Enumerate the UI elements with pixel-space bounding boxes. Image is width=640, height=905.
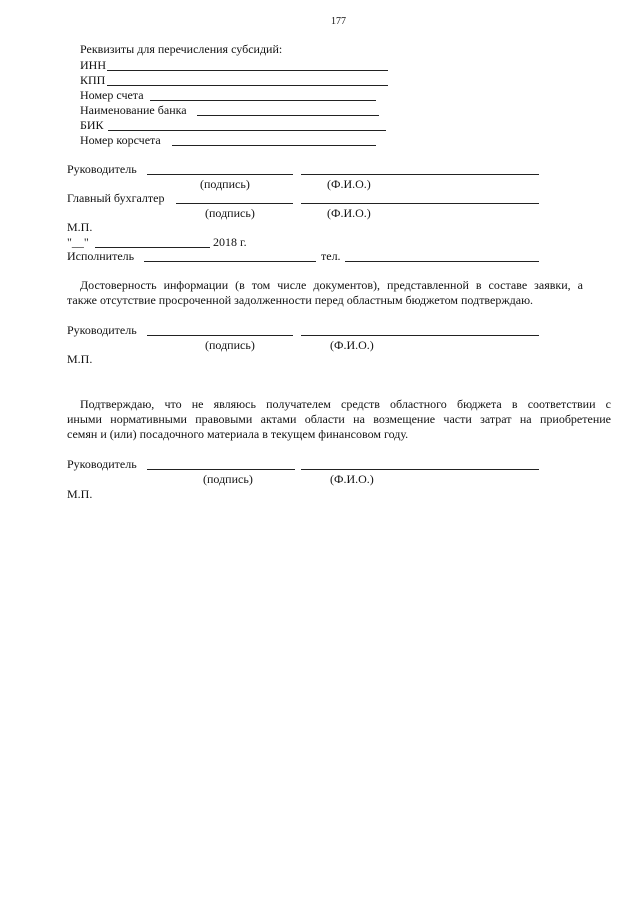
accountant-signature-field[interactable] <box>176 203 293 204</box>
head-name-field-1[interactable] <box>301 174 539 175</box>
signature-caption-2: (подпись) <box>205 206 255 220</box>
head-name-field-3[interactable] <box>301 469 539 470</box>
head-label-1: Руководитель <box>67 162 137 176</box>
kpp-label: КПП <box>80 73 106 87</box>
requisites-title: Реквизиты для перечисления субсидий: <box>80 42 283 56</box>
date-day-marker: "__" <box>67 235 89 249</box>
page-number: 177 <box>331 16 346 27</box>
statement-1-line-2: также отсутствие просроченной задолженности перед областным бюджетом подтверждаю. <box>67 293 534 307</box>
bank-name-label: Наименование банка <box>80 103 187 117</box>
head-signature-field-3[interactable] <box>147 469 295 470</box>
phone-label: тел. <box>321 249 341 263</box>
signature-caption-3: (подпись) <box>205 338 255 352</box>
corr-account-label: Номер корсчета <box>80 133 161 147</box>
stamp-label-2: М.П. <box>67 352 93 366</box>
date-year: 2018 г. <box>213 235 247 249</box>
executor-label: Исполнитель <box>67 249 135 263</box>
head-signature-field-1[interactable] <box>147 174 293 175</box>
statement-2-line-1: Подтверждаю, что не являюсь получателем средств областного бюджета в соответствии с <box>80 397 611 411</box>
stamp-label-1: М.П. <box>67 220 93 234</box>
accountant-name-field[interactable] <box>301 203 539 204</box>
bik-field[interactable] <box>108 130 386 131</box>
account-number-label: Номер счета <box>80 88 144 102</box>
phone-field[interactable] <box>345 261 539 262</box>
inn-field[interactable] <box>107 70 388 71</box>
head-name-field-2[interactable] <box>301 335 539 336</box>
signature-caption-1: (подпись) <box>200 177 250 191</box>
stamp-label-3: М.П. <box>67 487 93 501</box>
account-number-field[interactable] <box>150 100 376 101</box>
chief-accountant-label: Главный бухгалтер <box>67 191 165 205</box>
corr-account-field[interactable] <box>172 145 376 146</box>
bank-name-field[interactable] <box>197 115 379 116</box>
name-caption-3: (Ф.И.О.) <box>330 338 374 352</box>
head-signature-field-2[interactable] <box>147 335 293 336</box>
statement-2-line-3: семян и (или) посадочного материала в текущем финансовом году. <box>67 427 409 441</box>
statement-2-line-2: иными нормативными правовыми актами области на возмещение части затрат на приобретение <box>67 412 611 426</box>
date-month-field[interactable] <box>95 247 210 248</box>
head-label-3: Руководитель <box>67 457 137 471</box>
statement-1-line-1: Достоверность информации (в том числе документов), представленной в составе заявки, а <box>80 278 583 292</box>
statement-2 <box>67 397 611 442</box>
name-caption-2: (Ф.И.О.) <box>327 206 371 220</box>
name-caption-1: (Ф.И.О.) <box>327 177 371 191</box>
bik-label: БИК <box>80 118 104 132</box>
signature-caption-4: (подпись) <box>203 472 253 486</box>
kpp-field[interactable] <box>107 85 388 86</box>
inn-label: ИНН <box>80 58 106 72</box>
executor-name-field[interactable] <box>144 261 316 262</box>
statement-1 <box>67 278 583 308</box>
name-caption-4: (Ф.И.О.) <box>330 472 374 486</box>
head-label-2: Руководитель <box>67 323 137 337</box>
